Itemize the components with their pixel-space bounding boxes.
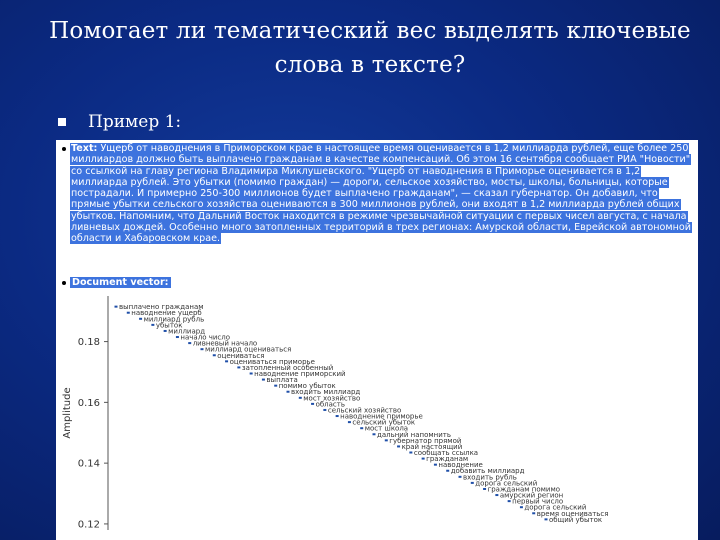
data-point: [274, 385, 277, 387]
data-point-label: миллиард оцениваться: [205, 345, 292, 354]
data-point-label: время оцениваться: [536, 509, 609, 518]
data-point: [508, 500, 511, 502]
data-point-label: миллиард рубль: [143, 315, 205, 324]
data-point: [348, 421, 351, 423]
data-point-label: гражданам: [426, 455, 469, 464]
data-point-label: край настоящий: [401, 442, 463, 451]
slide-title-line2: слова в тексте?: [274, 52, 466, 78]
data-point-label: оцениваться: [217, 351, 265, 360]
data-point-label: мост хозяйство: [303, 394, 361, 403]
data-point: [495, 494, 498, 496]
data-point: [188, 342, 191, 344]
data-point: [201, 348, 204, 350]
text-body: Ущерб от наводнения в Приморском крае в настоящее время оценивается в 1,2 миллиарда рублей, еще более 250 миллиардов должно быть выплачено гражданам в качестве компенсаций. Об этом 16 сентября сообщает РИА "Новости" со ссылкой на главу региона Владимира Миклушевского. "Ущерб от наводнения в Приморье оценивается в 1,2 миллиарда рублей. Это убытки (помимо граждан) — дороги, сельское хозяйство, мосты, школы, больницы, которые пострадали. И примерно 250-300 миллионов будет выплачено гражданам", — сказал губернатор. Он добавил, что прямые убытки сельского хозяйства оцениваются в 300 миллионов рублей, они входят в 1,2 миллиарда рублей общих убытков. Напомним, что Дальний Восток находится в режиме чрезвычайной ситуации с первых чисел августа, с начала ливневых дождей. Особенно много затопленных территорий в трех регионах: Амурской области, Еврейской автономной области и Хабаровском крае.: [71, 143, 692, 245]
data-point: [434, 464, 437, 466]
data-point: [323, 409, 326, 411]
data-point: [250, 372, 253, 374]
data-point: [164, 330, 167, 332]
data-point: [373, 433, 376, 435]
data-point-label: входить миллиард: [291, 388, 361, 397]
data-point-label: помимо убыток: [278, 382, 336, 391]
data-point-label: оцениваться приморье: [229, 357, 315, 366]
data-point: [151, 324, 154, 326]
bullet-dot-icon: [62, 281, 66, 285]
data-point-label: сельский убыток: [352, 418, 416, 427]
data-point: [360, 427, 363, 429]
bullet-dot-icon: [62, 147, 66, 151]
data-point-label: выплата: [266, 376, 298, 385]
data-point-label: дальний напомнить: [377, 430, 451, 439]
data-point-label: ливневый начало: [192, 339, 258, 348]
y-tick-label: 0.12: [77, 519, 100, 531]
data-point-label: дорога сельский: [475, 479, 538, 488]
data-point-label: гражданам помимо: [487, 485, 561, 494]
data-point-label: мост школа: [364, 424, 409, 433]
data-point: [520, 506, 523, 508]
data-point-label: наводнение приморье: [340, 412, 423, 421]
bullet-square-icon: [58, 118, 66, 126]
y-tick-label: 0.14: [77, 458, 100, 470]
document-text-block: [62, 143, 692, 245]
data-point: [409, 452, 412, 454]
data-point-label: входить рубль: [463, 473, 517, 482]
data-point: [127, 312, 130, 314]
data-point-label: общий убыток: [549, 515, 603, 524]
data-point: [397, 445, 400, 447]
slide-title-line1: Помогает ли тематический вес выделять ключевые: [49, 18, 691, 44]
data-point: [287, 391, 290, 393]
data-point: [237, 366, 240, 368]
text-label: Text:: [71, 143, 98, 154]
data-point-label: убыток: [155, 321, 183, 330]
data-point: [471, 482, 474, 484]
data-point: [139, 318, 142, 320]
document-vector-header: [62, 277, 171, 288]
data-point-label: область: [315, 400, 345, 409]
data-point-label: выплачено гражданам: [119, 303, 204, 312]
data-point: [459, 476, 462, 478]
data-point-label: сообщать ссылка: [413, 449, 479, 458]
data-point-label: наводнение ущерб: [131, 309, 202, 318]
data-point: [176, 336, 179, 338]
data-point: [262, 379, 265, 381]
data-point: [311, 403, 314, 405]
data-point: [483, 488, 486, 490]
data-point: [225, 360, 228, 362]
data-point-label: миллиард: [168, 327, 206, 336]
data-point-label: наводнение: [438, 461, 483, 470]
document-vector-label: Document vector:: [72, 277, 169, 288]
data-point-label: наводнение приморский: [254, 369, 346, 378]
data-point: [115, 306, 118, 308]
amplitude-chart: [56, 290, 698, 540]
example-label: Пример 1:: [88, 112, 182, 132]
data-point: [213, 354, 216, 356]
data-point-label: амурский регион: [499, 491, 564, 500]
slide-title: [40, 14, 700, 82]
document-text: [70, 143, 692, 245]
data-point: [336, 415, 339, 417]
data-point: [446, 470, 449, 472]
y-tick-label: 0.16: [77, 397, 100, 409]
data-point: [422, 458, 425, 460]
data-point-label: начало число: [180, 333, 231, 342]
data-point: [299, 397, 302, 399]
screenshot-panel: [56, 140, 698, 540]
data-point-label: затопленный особенный: [241, 363, 334, 372]
data-point-label: дорога сельский: [524, 503, 587, 512]
data-point: [532, 512, 535, 514]
data-point-label: добавить миллиард: [450, 467, 525, 476]
y-tick-label: 0.18: [77, 337, 100, 349]
data-point-label: первый число: [512, 497, 564, 506]
data-point: [385, 439, 388, 441]
data-point: [545, 518, 548, 520]
data-point-label: губернатор прямой: [389, 436, 462, 445]
data-point-label: сельский хозяйство: [327, 406, 402, 415]
y-axis-label: Amplitude: [62, 387, 73, 439]
